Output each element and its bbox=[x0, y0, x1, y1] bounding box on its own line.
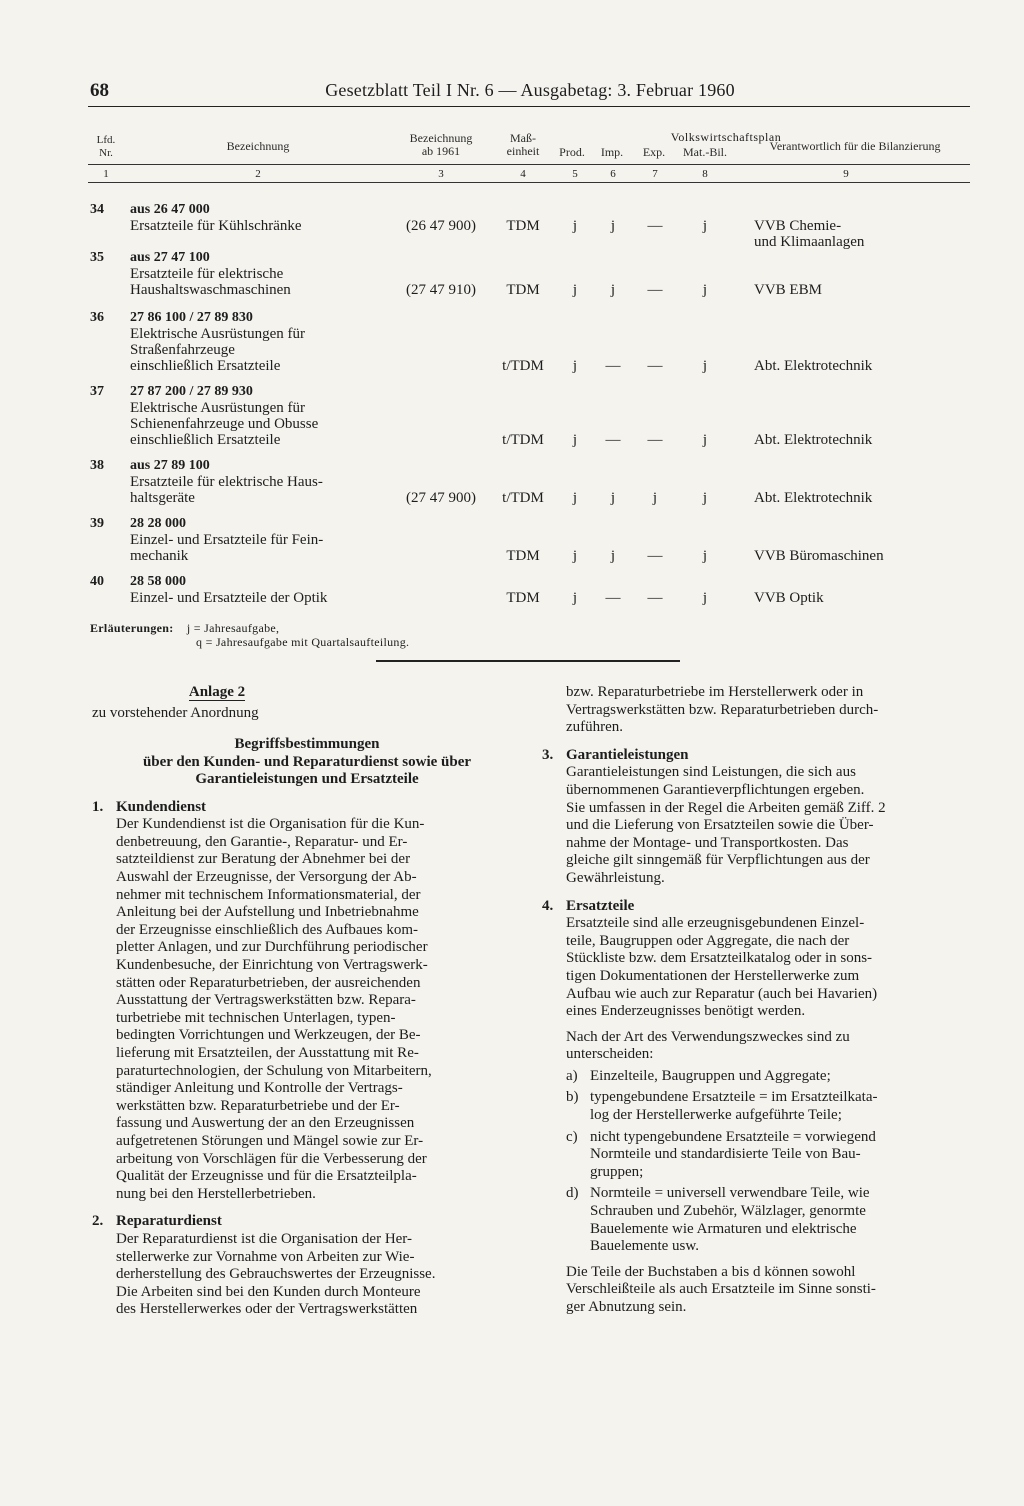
row-matbil: j bbox=[702, 548, 708, 564]
page-number: 68 bbox=[90, 80, 109, 101]
row-number: 38 bbox=[90, 458, 104, 473]
ersatzteile-list bbox=[566, 1068, 974, 1256]
section-reparaturdienst-title: 2. Reparaturdienst bbox=[92, 1213, 222, 1230]
col-number: 9 bbox=[843, 168, 849, 180]
row-unit: TDM bbox=[506, 548, 540, 564]
row-matbil: j bbox=[702, 432, 708, 448]
row-responsible: VVB Chemie- und Klimaanlagen bbox=[754, 218, 865, 250]
col-number: 7 bbox=[652, 168, 658, 180]
col-number: 5 bbox=[572, 168, 578, 180]
row-name: Elektrische Ausrüstungen für Straßenfahrzeuge einschließlich Ersatzteile bbox=[130, 326, 305, 374]
row-responsible: Abt. Elektrotechnik bbox=[754, 490, 873, 506]
row-imp: — bbox=[605, 432, 621, 448]
row-matbil: j bbox=[702, 282, 708, 298]
row-unit: TDM bbox=[506, 590, 540, 606]
section-ersatzteile-title: 4. Ersatzteile bbox=[542, 897, 635, 914]
row-prod: j bbox=[572, 432, 578, 448]
right-column bbox=[542, 684, 974, 1317]
col-header-verantwortlich: Verantwortlich für die Bilanzierung bbox=[769, 139, 941, 153]
section-heading: Begriffsbestimmungen über den Kunden- und Reparaturdienst sowie über Garantieleistungen und Ersatzteile bbox=[142, 736, 472, 788]
row-prod: j bbox=[572, 590, 578, 606]
row-matbil: j bbox=[702, 490, 708, 506]
row-number: 39 bbox=[90, 516, 104, 531]
section-kundendienst-text: Der Kundendienst ist die Organisation für die Kun- denbetreuung, den Garantie-, Reparatur- und Er- satzteildienst zur Beratung der Abnehmer bei der Auswahl der Erzeugnisse, der Versorgung der Ab- nehmer mit technischem Informationsmaterial, der Anleitung bei der Aufstellung und Inbetriebnahme der Erzeugnisse einschließlich des Aufbaues kom- pletter Anlagen, und zur Durchführung periodischer Kundenbesuche, der Einrichtung von Vertragswerk- stätten oder Reparaturbetrieben, der ausreichenden Ausstattung der Vertragswerkstätten bzw. Repara- turbetriebe mit technischen Unterlagen, typen- bedingten Vorrichtungen und Werkzeugen, der Be- lieferung mit Ersatzteilen, der Ausstattung mit Re- paraturtechnologien, der Schulung von Mitarbeitern, ständiger Anleitung und Kontrolle der Vertrags- werkstätten bzw. Reparaturbetriebe und der Er- fassung und Auswertung der an den Erzeugnissen aufgetretenen Störungen und Mängel sowie zur Er- arbeitung von Vorschlägen für die Verbesserung der Qualität der Erzeugnisse und für die Ersatzteilpla- nung bei den Herstellerbetrieben. bbox=[116, 816, 432, 1202]
section-ersatzteile-final: Die Teile der Buchstaben a bis d können sowohl Verschleißteile als auch Ersatzteile im Sinne sonsti- ger Abnutzung sein. bbox=[566, 1263, 876, 1315]
row-exp: j bbox=[652, 490, 658, 506]
row-prod: j bbox=[572, 282, 578, 298]
section-separator bbox=[376, 660, 680, 662]
page-header bbox=[90, 80, 970, 106]
col-number: 6 bbox=[610, 168, 616, 180]
row-code: 28 28 000 bbox=[130, 516, 186, 531]
col-number: 4 bbox=[520, 168, 526, 180]
col-header-bez1961: Bezeichnung ab 1961 bbox=[409, 131, 473, 158]
row-bez1961: (27 47 910) bbox=[406, 282, 476, 298]
col-number: 1 bbox=[103, 168, 109, 180]
row-exp: — bbox=[647, 548, 663, 564]
table-rule bbox=[88, 182, 970, 183]
row-exp: — bbox=[647, 590, 663, 606]
anlage-title: Anlage 2 bbox=[188, 684, 246, 700]
row-exp: — bbox=[647, 358, 663, 374]
col-number: 8 bbox=[702, 168, 708, 180]
row-exp: — bbox=[647, 432, 663, 448]
page-title: Gesetzblatt Teil I Nr. 6 — Ausgabetag: 3. Februar 1960 bbox=[325, 80, 735, 100]
list-item: a) Einzelteile, Baugruppen und Aggregate; bbox=[566, 1067, 831, 1084]
anlage-subtitle: zu vorstehender Anordnung bbox=[92, 704, 259, 721]
row-unit: TDM bbox=[506, 282, 540, 298]
row-code: aus 27 47 100 bbox=[130, 250, 210, 265]
row-code: 28 58 000 bbox=[130, 574, 186, 589]
row-exp: — bbox=[647, 282, 663, 298]
row-bez1961: (27 47 900) bbox=[406, 490, 476, 506]
header-rule bbox=[88, 106, 970, 107]
row-number: 36 bbox=[90, 310, 104, 325]
note-j: j = Jahresaufgabe, bbox=[186, 621, 280, 635]
row-prod: j bbox=[572, 358, 578, 374]
row-matbil: j bbox=[702, 218, 708, 234]
note-q: q = Jahresaufgabe mit Quartalsaufteilung. bbox=[196, 635, 410, 649]
row-responsible: VVB Büromaschinen bbox=[754, 548, 884, 564]
section-reparaturdienst-text: Der Reparaturdienst ist die Organisation der Her- stellerwerke zur Vornahme von Arbeiten zur Wie- derherstellung des Gebrauchswertes der Erzeugnisse. Die Arbeiten sind bei den Kunden durch Monteure des Herstellerwerkes oder der Vertragswerkstätten bbox=[116, 1230, 436, 1318]
col-header-prod: Prod. bbox=[559, 145, 585, 159]
section-garantie-title: 3. Garantieleistungen bbox=[542, 746, 689, 763]
row-name: Einzel- und Ersatzteile der Optik bbox=[130, 590, 328, 606]
col-header-matbil: Mat.-Bil. bbox=[683, 145, 727, 159]
section-kundendienst-title: 1. Kundendienst bbox=[92, 798, 207, 815]
row-imp: j bbox=[610, 282, 616, 298]
list-item: d) Normteile = universell verwendbare Teile, wie Schrauben und Zubehör, Wälzlager, genormte Bauelemente wie Armaturen und elektrische Bauelemente usw. bbox=[566, 1185, 870, 1255]
row-prod: j bbox=[572, 218, 578, 234]
table-rule bbox=[88, 164, 970, 165]
row-number: 35 bbox=[90, 250, 104, 265]
row-imp: j bbox=[610, 218, 616, 234]
row-number: 40 bbox=[90, 574, 104, 589]
row-name: Ersatzteile für elektrische Haus- haltsgeräte bbox=[130, 474, 323, 506]
section-garantie-text: Garantieleistungen sind Leistungen, die sich aus übernommenen Garantieverpflichtungen ergeben. Sie umfassen in der Regel die Arbeiten gemäß Ziff. 2 und die Lieferung von Ersatzteilen sowie die Über- nahme der Montage- und Transportkosten. Das gleiche gilt sinngemäß für Verpflichtungen aus der Gewährleistung. bbox=[566, 764, 886, 886]
section-ersatzteile-text: Ersatzteile sind alle erzeugnisgebundenen Einzel- teile, Baugruppen oder Aggregate, die nach der Stückliste bzw. dem Ersatzteilkatalog oder in sons- tigen Dokumentationen der Herstellerwerke zum Aufbau wie auch zur Reparatur (auch bei Havarien) eines Enderzeugnisses benötigt werden. bbox=[566, 915, 878, 1020]
row-prod: j bbox=[572, 490, 578, 506]
row-name: Elektrische Ausrüstungen für Schienenfahrzeuge und Obusse einschließlich Ersatzteile bbox=[130, 400, 319, 448]
row-code: aus 26 47 000 bbox=[130, 202, 210, 217]
row-prod: j bbox=[572, 548, 578, 564]
row-name: Ersatzteile für elektrische Haushaltswaschmaschinen bbox=[130, 266, 291, 298]
row-imp: j bbox=[610, 548, 616, 564]
row-unit: TDM bbox=[506, 218, 540, 234]
row-code: 27 87 200 / 27 89 930 bbox=[130, 384, 253, 399]
section-ersatzteile-intro: Nach der Art des Verwendungszweckes sind zu unterscheiden: bbox=[566, 1028, 850, 1063]
row-bez1961: (26 47 900) bbox=[406, 218, 476, 234]
row-name: Einzel- und Ersatzteile für Fein- mechanik bbox=[130, 532, 324, 564]
row-unit: t/TDM bbox=[502, 358, 544, 374]
row-imp: — bbox=[605, 358, 621, 374]
col-number: 2 bbox=[255, 168, 261, 180]
notes-label: Erläuterungen: bbox=[90, 621, 174, 635]
list-item: c) nicht typengebundene Ersatzteile = vorwiegend Normteile und standardisierte Teile von Bau- gruppen; bbox=[566, 1128, 876, 1180]
col-number: 3 bbox=[438, 168, 444, 180]
row-code: 27 86 100 / 27 89 830 bbox=[130, 310, 253, 325]
row-unit: t/TDM bbox=[502, 490, 544, 506]
row-responsible: Abt. Elektrotechnik bbox=[754, 432, 873, 448]
row-name: Ersatzteile für Kühlschränke bbox=[130, 218, 302, 234]
row-matbil: j bbox=[702, 358, 708, 374]
row-responsible: Abt. Elektrotechnik bbox=[754, 358, 873, 374]
row-unit: t/TDM bbox=[502, 432, 544, 448]
row-number: 37 bbox=[90, 384, 104, 399]
row-imp: j bbox=[610, 490, 616, 506]
col-header-bezeichnung: Bezeichnung bbox=[226, 139, 290, 153]
row-imp: — bbox=[605, 590, 621, 606]
row-responsible: VVB EBM bbox=[754, 282, 822, 298]
col-header-volkswirtschaftsplan: Volkswirtschaftsplan bbox=[670, 130, 782, 144]
col-header-imp: Imp. bbox=[600, 145, 624, 159]
row-matbil: j bbox=[702, 590, 708, 606]
col-header-masseinheit: Maß- einheit bbox=[506, 131, 540, 158]
row-exp: — bbox=[647, 218, 663, 234]
row-code: aus 27 89 100 bbox=[130, 458, 210, 473]
left-column bbox=[92, 684, 522, 1319]
row-number: 34 bbox=[90, 202, 104, 217]
list-item: b) typengebundene Ersatzteile = im Ersatzteilkata- log der Herstellerwerke aufgeführte Teile; bbox=[566, 1089, 878, 1124]
section-reparaturdienst-continued: bzw. Reparaturbetriebe im Herstellerwerk oder in Vertragswerkstätten bzw. Reparaturbetrieben durch- zuführen. bbox=[566, 684, 879, 736]
row-responsible: VVB Optik bbox=[754, 590, 824, 606]
col-header-exp: Exp. bbox=[642, 145, 666, 159]
col-header-lfd: Lfd. Nr. bbox=[96, 134, 116, 159]
